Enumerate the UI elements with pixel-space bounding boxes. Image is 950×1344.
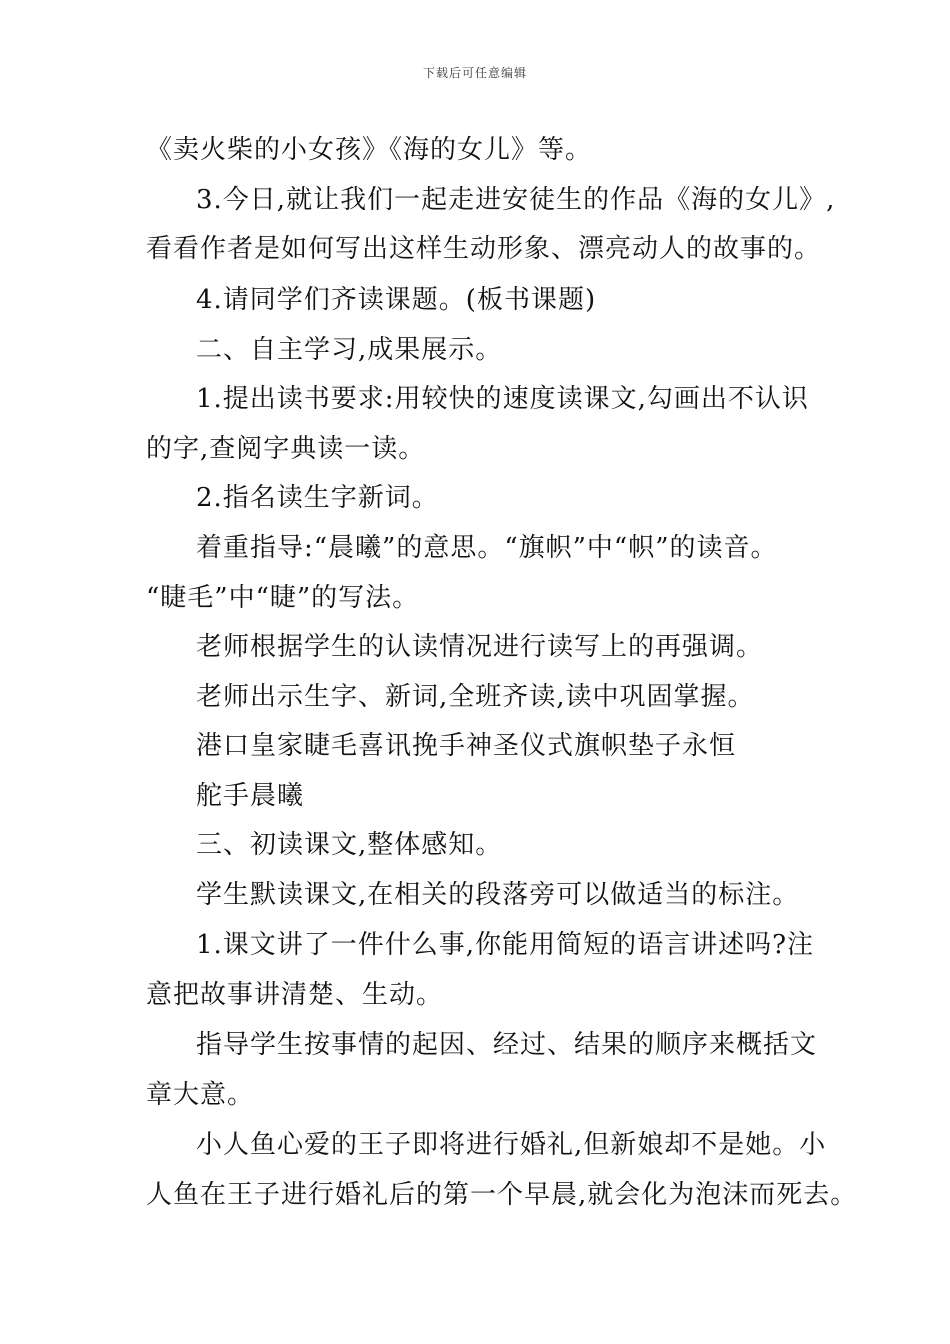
- text-line: 学生默读课文,在相关的段落旁可以做适当的标注。: [196, 880, 800, 910]
- text-line: 指导学生按事情的起因、经过、结果的顺序来概括文: [196, 1030, 818, 1060]
- text-line: 1.课文讲了一件什么事,你能用简短的语言讲述吗?注: [196, 930, 815, 960]
- text-line: 3.今日,就让我们一起走进安徒生的作品《海的女儿》,: [196, 185, 836, 215]
- text-line: 看看作者是如何写出这样生动形象、漂亮动人的故事的。: [146, 234, 822, 264]
- text-line: 《卖火柴的小女孩》《海的女儿》等。: [146, 135, 593, 165]
- text-line: 的字,查阅字典读一读。: [146, 434, 426, 464]
- text-line: 老师出示生字、新词,全班齐读,读中巩固掌握。: [196, 682, 755, 712]
- text-line: 1.提出读书要求:用较快的速度读课文,勾画出不认识: [196, 384, 809, 414]
- text-line: 小人鱼心爱的王子即将进行婚礼,但新娘却不是她。小: [196, 1130, 827, 1160]
- text-line: 意把故事讲清楚、生动。: [146, 980, 444, 1010]
- text-line: 4.请同学们齐读课题。(板书课题): [196, 285, 597, 315]
- vocabulary-line: 舵手晨曦: [196, 781, 305, 811]
- text-line: “睫毛”中“睫”的写法。: [146, 583, 420, 613]
- text-line: 2.指名读生字新词。: [196, 483, 439, 513]
- text-line: 着重指导:“晨曦”的意思。“旗帜”中“帜”的读音。: [196, 533, 778, 563]
- section-heading: 二、自主学习,成果展示。: [196, 335, 503, 365]
- text-line: 章大意。: [146, 1080, 255, 1110]
- text-line: 人鱼在王子进行婚礼后的第一个早晨,就会化为泡沫而死去。: [146, 1180, 858, 1210]
- section-heading: 三、初读课文,整体感知。: [196, 830, 503, 860]
- vocabulary-line: 港口皇家睫毛喜讯挽手神圣仪式旗帜垫子永恒: [196, 731, 737, 761]
- page-header: 下载后可任意编辑: [422, 66, 527, 80]
- text-line: 老师根据学生的认读情况进行读写上的再强调。: [196, 632, 764, 662]
